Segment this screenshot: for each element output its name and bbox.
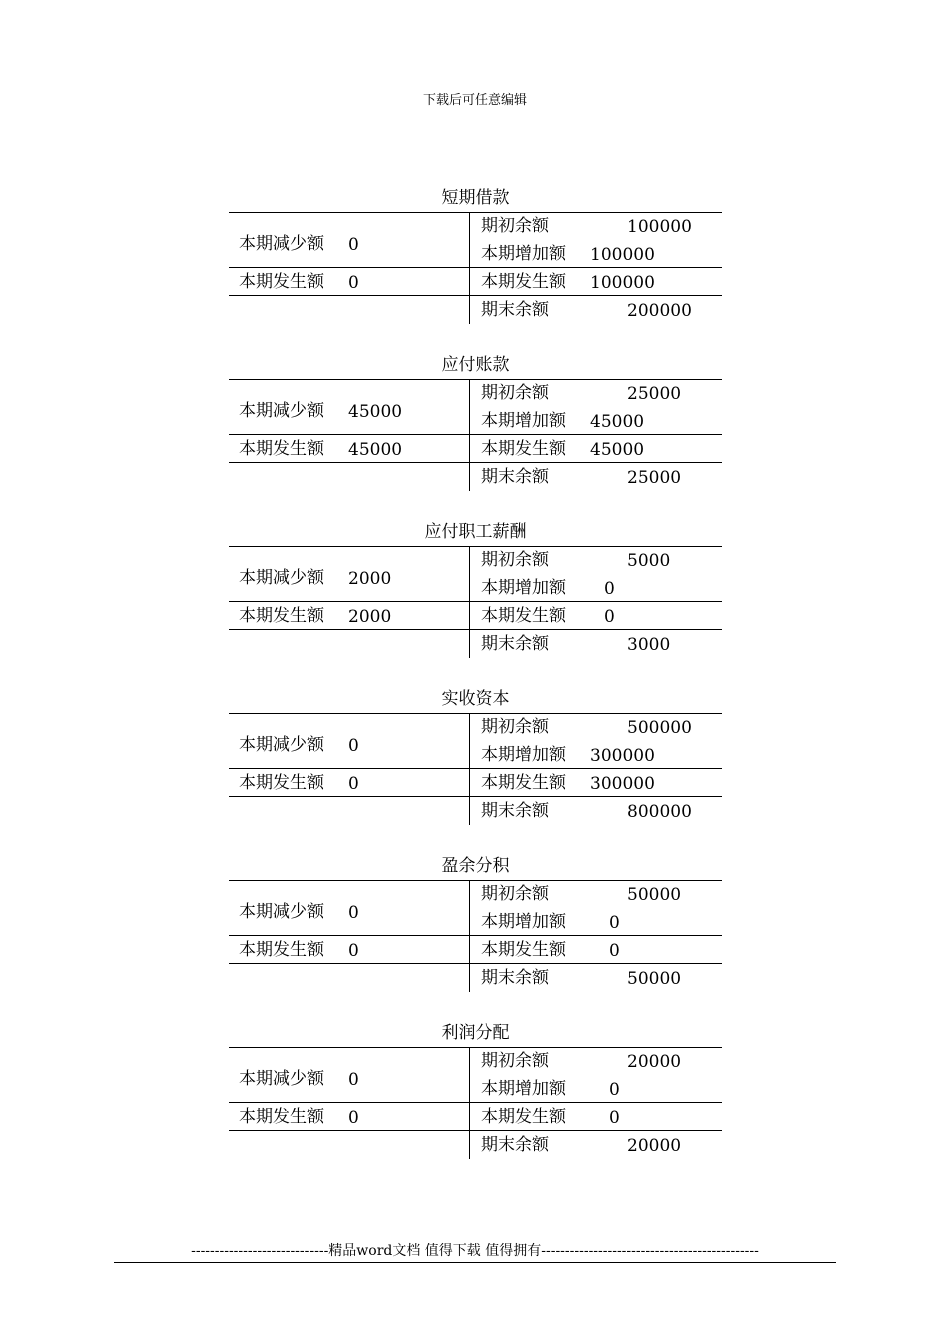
top-rule <box>229 713 722 714</box>
top-rule <box>229 212 722 213</box>
credit-increase-value: 45000 <box>590 412 645 432</box>
credit-increase-label: 本期增加额 <box>481 912 566 932</box>
debit-total-value: 2000 <box>348 607 392 627</box>
credit-closing-value: 3000 <box>627 635 671 655</box>
credit-closing-label: 期末余额 <box>481 968 549 988</box>
credit-increase-label: 本期增加额 <box>481 578 566 598</box>
center-divider <box>469 713 470 825</box>
credit-total-label: 本期发生额 <box>481 272 566 292</box>
credit-opening-label: 期初余额 <box>481 383 549 403</box>
debit-total-value: 0 <box>348 941 359 961</box>
footer-text: -----------------------------精品word文档 值得下载 值得拥有---------------------------------------------- <box>191 1243 759 1259</box>
ledger-account <box>229 1020 722 1182</box>
credit-opening-label: 期初余额 <box>481 550 549 570</box>
credit-opening-value: 50000 <box>627 885 682 905</box>
debit-total-label: 本期发生额 <box>239 272 324 292</box>
credit-increase-value: 0 <box>609 1080 620 1100</box>
account-title: 短期借款 <box>441 188 510 208</box>
credit-closing-label: 期末余额 <box>481 634 549 654</box>
center-divider <box>469 546 470 658</box>
top-rule <box>229 546 722 547</box>
debit-decrease-value: 0 <box>348 235 359 255</box>
credit-opening-value: 5000 <box>627 551 671 571</box>
center-divider <box>469 379 470 491</box>
debit-total-value: 45000 <box>348 440 403 460</box>
debit-decrease-label: 本期减少额 <box>239 1069 324 1089</box>
credit-total-label: 本期发生额 <box>481 1107 566 1127</box>
bottom-rule <box>229 629 722 630</box>
debit-decrease-value: 0 <box>348 1070 359 1090</box>
credit-increase-label: 本期增加额 <box>481 411 566 431</box>
debit-total-label: 本期发生额 <box>239 439 324 459</box>
credit-total-value: 300000 <box>590 774 655 794</box>
credit-increase-value: 100000 <box>590 245 655 265</box>
debit-decrease-label: 本期减少额 <box>239 401 324 421</box>
credit-total-value: 45000 <box>590 440 645 460</box>
credit-total-value: 0 <box>609 941 620 961</box>
credit-opening-value: 20000 <box>627 1052 682 1072</box>
credit-closing-value: 20000 <box>627 1136 682 1156</box>
credit-closing-label: 期末余额 <box>481 467 549 487</box>
debit-total-value: 0 <box>348 273 359 293</box>
debit-total-label: 本期发生额 <box>239 773 324 793</box>
account-title: 盈余分积 <box>441 856 510 876</box>
top-rule <box>229 880 722 881</box>
bottom-rule <box>229 1130 722 1131</box>
ledger-account <box>229 185 722 347</box>
debit-decrease-label: 本期减少额 <box>239 902 324 922</box>
center-divider <box>469 212 470 324</box>
credit-opening-value: 500000 <box>627 718 692 738</box>
bottom-rule <box>229 462 722 463</box>
credit-opening-value: 100000 <box>627 217 692 237</box>
debit-decrease-label: 本期减少额 <box>239 735 324 755</box>
credit-closing-value: 25000 <box>627 468 682 488</box>
debit-decrease-label: 本期减少额 <box>239 234 324 254</box>
top-rule <box>229 379 722 380</box>
footer-rule <box>114 1262 836 1263</box>
credit-total-label: 本期发生额 <box>481 606 566 626</box>
credit-increase-value: 0 <box>604 579 615 599</box>
credit-closing-label: 期末余额 <box>481 300 549 320</box>
bottom-rule <box>229 963 722 964</box>
debit-decrease-value: 45000 <box>348 402 403 422</box>
debit-total-label: 本期发生额 <box>239 1107 324 1127</box>
credit-total-label: 本期发生额 <box>481 439 566 459</box>
credit-total-label: 本期发生额 <box>481 773 566 793</box>
credit-closing-value: 50000 <box>627 969 682 989</box>
mid-rule <box>229 768 722 769</box>
ledger-account <box>229 519 722 681</box>
credit-increase-label: 本期增加额 <box>481 244 566 264</box>
center-divider <box>469 880 470 992</box>
credit-increase-label: 本期增加额 <box>481 1079 566 1099</box>
debit-total-label: 本期发生额 <box>239 606 324 626</box>
mid-rule <box>229 1102 722 1103</box>
credit-opening-label: 期初余额 <box>481 216 549 236</box>
account-title: 利润分配 <box>441 1023 510 1043</box>
mid-rule <box>229 935 722 936</box>
credit-total-label: 本期发生额 <box>481 940 566 960</box>
ledger-account <box>229 853 722 1015</box>
credit-increase-label: 本期增加额 <box>481 745 566 765</box>
credit-total-value: 0 <box>609 1108 620 1128</box>
credit-opening-label: 期初余额 <box>481 884 549 904</box>
credit-opening-value: 25000 <box>627 384 682 404</box>
credit-opening-label: 期初余额 <box>481 717 549 737</box>
credit-closing-label: 期末余额 <box>481 801 549 821</box>
credit-opening-label: 期初余额 <box>481 1051 549 1071</box>
debit-total-value: 0 <box>348 774 359 794</box>
debit-decrease-value: 0 <box>348 736 359 756</box>
header-note: 下载后可任意编辑 <box>422 93 527 108</box>
ledger-account <box>229 686 722 848</box>
bottom-rule <box>229 295 722 296</box>
account-title: 实收资本 <box>441 689 510 709</box>
credit-closing-value: 200000 <box>627 301 692 321</box>
debit-decrease-value: 2000 <box>348 569 392 589</box>
ledger-account <box>229 352 722 514</box>
debit-total-value: 0 <box>348 1108 359 1128</box>
account-title: 应付职工薪酬 <box>424 522 527 542</box>
top-rule <box>229 1047 722 1048</box>
debit-decrease-value: 0 <box>348 903 359 923</box>
credit-increase-value: 0 <box>609 913 620 933</box>
credit-total-value: 0 <box>604 607 615 627</box>
credit-increase-value: 300000 <box>590 746 655 766</box>
debit-decrease-label: 本期减少额 <box>239 568 324 588</box>
credit-closing-label: 期末余额 <box>481 1135 549 1155</box>
mid-rule <box>229 434 722 435</box>
center-divider <box>469 1047 470 1159</box>
bottom-rule <box>229 796 722 797</box>
debit-total-label: 本期发生额 <box>239 940 324 960</box>
credit-total-value: 100000 <box>590 273 655 293</box>
mid-rule <box>229 267 722 268</box>
credit-closing-value: 800000 <box>627 802 692 822</box>
account-title: 应付账款 <box>441 355 510 375</box>
mid-rule <box>229 601 722 602</box>
